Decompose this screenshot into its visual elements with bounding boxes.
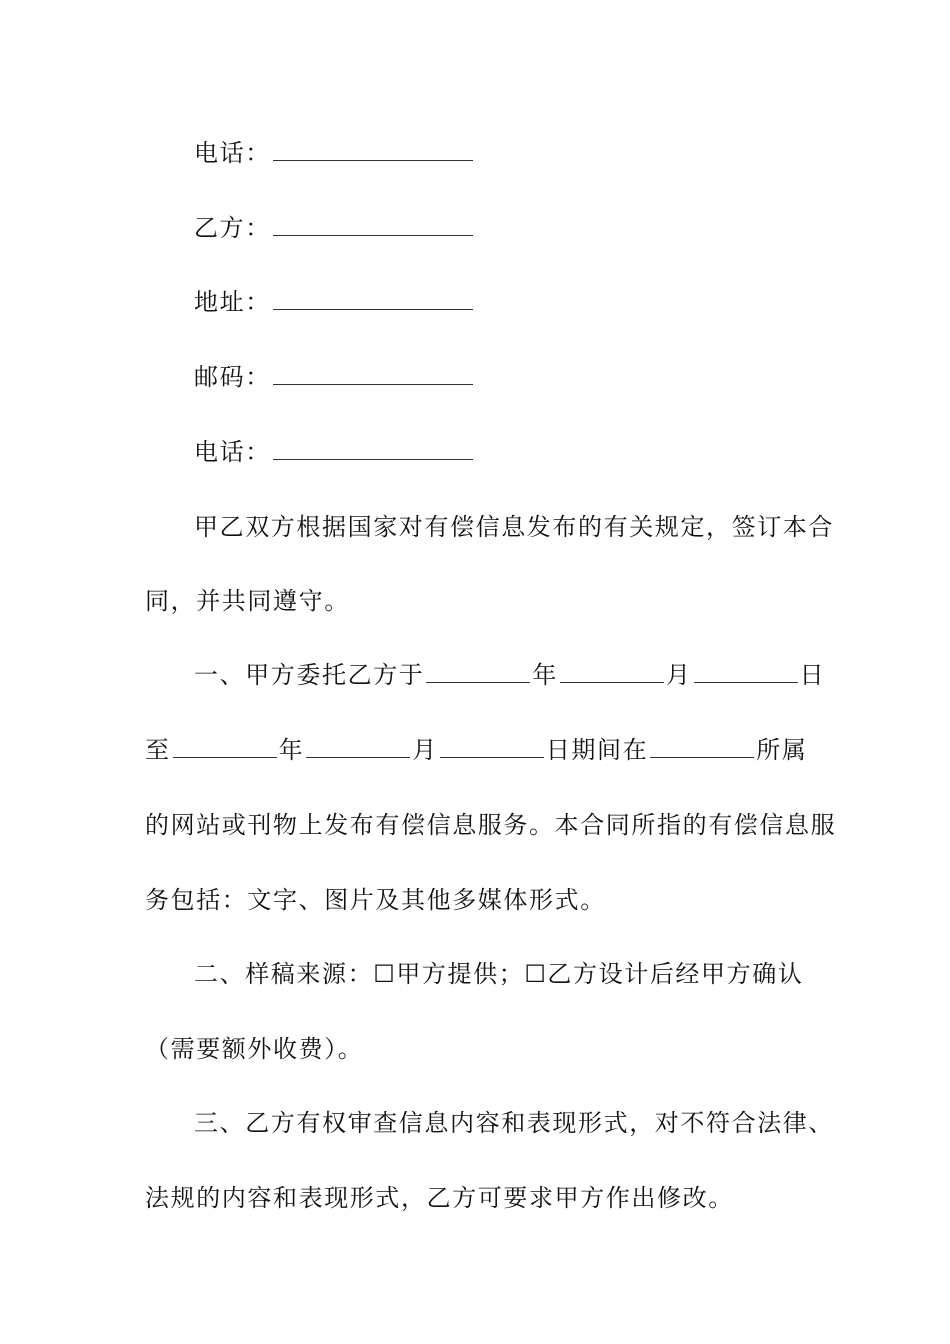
intro-line-2: 同，并共同遵守。 bbox=[145, 587, 350, 615]
party-b-phone-blank[interactable] bbox=[273, 437, 473, 460]
end-day-blank[interactable] bbox=[440, 735, 544, 758]
start-month-blank[interactable] bbox=[560, 660, 664, 683]
start-month-label: 月 bbox=[666, 661, 692, 689]
start-year-label: 年 bbox=[532, 661, 559, 689]
clause-1-prefix: 一、甲方委托乙方于 bbox=[194, 661, 425, 689]
intro-line-1: 甲乙双方根据国家对有偿信息发布的有关规定，签订本合 bbox=[194, 513, 834, 541]
party-b-name-blank[interactable] bbox=[273, 213, 473, 236]
party-a-phone-row bbox=[194, 138, 475, 168]
party-b-address-row bbox=[194, 287, 475, 317]
belongs-label: 所属 bbox=[756, 736, 808, 764]
clause-1-line-2 bbox=[145, 735, 807, 765]
clause-1-line-4: 务包括：文字、图片及其他多媒体形式。 bbox=[145, 886, 606, 914]
party-b-name-row bbox=[194, 213, 475, 243]
start-year-blank[interactable] bbox=[426, 660, 530, 683]
end-month-blank[interactable] bbox=[306, 735, 410, 758]
end-year-label: 年 bbox=[278, 736, 305, 764]
party-b-postcode-label: 邮码： bbox=[194, 363, 271, 391]
clause-2-line-1: 二、样稿来源：☐甲方提供；☐乙方设计后经甲方确认 bbox=[194, 960, 804, 988]
clause-2-line-2: （需要额外收费）。 bbox=[145, 1035, 364, 1063]
start-day-label: 日 bbox=[799, 661, 826, 689]
party-b-address-label: 地址： bbox=[194, 288, 271, 316]
start-day-blank[interactable] bbox=[694, 660, 798, 683]
clause-1-line-3: 的网站或刊物上发布有偿信息服务。本合同所指的有偿信息服 bbox=[145, 811, 837, 839]
party-b-name-label: 乙方： bbox=[194, 214, 271, 242]
party-b-address-blank[interactable] bbox=[273, 287, 473, 310]
clause-3-line-2: 法规的内容和表现形式，乙方可要求甲方作出修改。 bbox=[145, 1184, 734, 1212]
party-a-phone-blank[interactable] bbox=[273, 138, 473, 161]
end-year-blank[interactable] bbox=[173, 735, 277, 758]
party-b-postcode-blank[interactable] bbox=[273, 362, 473, 385]
end-month-label: 月 bbox=[412, 736, 438, 764]
period-label: 日期间在 bbox=[545, 736, 649, 764]
party-b-postcode-row bbox=[194, 362, 475, 392]
party-b-phone-label: 电话： bbox=[194, 438, 271, 466]
party-b-phone-row bbox=[194, 437, 475, 467]
clause-3-line-1: 三、乙方有权审查信息内容和表现形式，对不符合法律、 bbox=[194, 1109, 834, 1137]
publisher-blank[interactable] bbox=[650, 735, 754, 758]
clause-1-line-1 bbox=[194, 660, 825, 690]
party-a-phone-label: 电话： bbox=[194, 139, 271, 167]
to-label: 至 bbox=[145, 736, 171, 764]
